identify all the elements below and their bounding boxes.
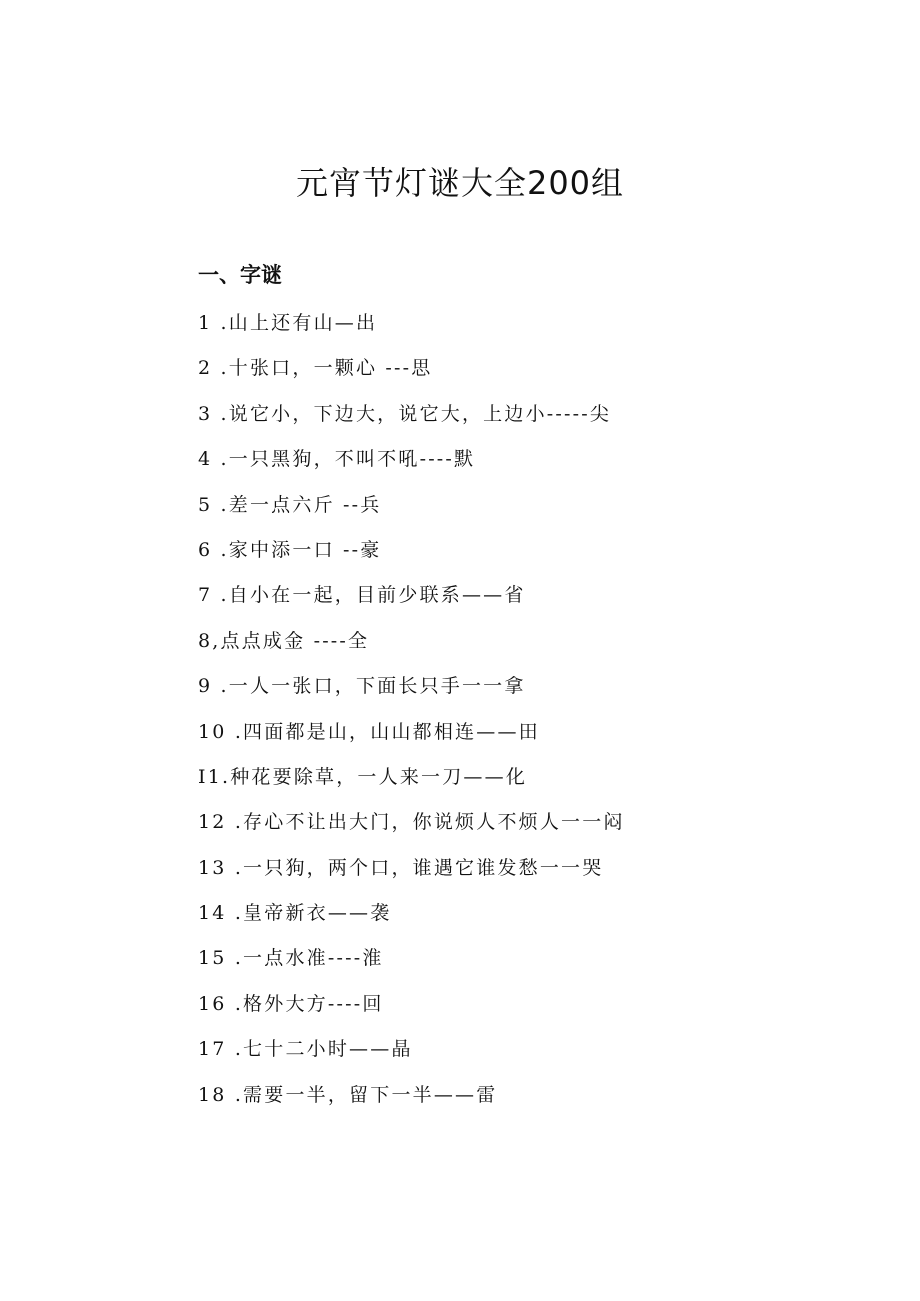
document-title: 元宵节灯谜大全200组 (295, 164, 625, 202)
riddle-list (198, 305, 878, 1122)
riddle-item: 9 .一人一张口，下面长只手一一拿 (198, 675, 526, 698)
riddle-item: 12 .存心不让出大门，你说烦人不烦人一一闷 (198, 811, 625, 834)
riddle-item: 16 .格外大方----回 (198, 992, 384, 1015)
riddle-item: 18 .需要一半，留下一半——雷 (198, 1083, 498, 1106)
riddle-item: 15 .一点水准----淮 (198, 947, 384, 970)
riddle-item: 5 .差一点六斤 --兵 (198, 493, 382, 516)
riddle-item: 3 .说它小，下边大，说它大，上边小-----尖 (198, 402, 612, 425)
riddle-item: 1 .山上还有山—出 (198, 312, 378, 334)
riddle-item: I1.种花要除草，一人来一刀——化 (198, 765, 528, 788)
riddle-item: 7 .自小在一起，目前少联系——省 (198, 584, 526, 607)
riddle-item: 17 .七十二小时——晶 (198, 1038, 413, 1061)
riddle-item: 6 .家中添一口 --豪 (198, 538, 382, 561)
riddle-item: 8,点点成金 ----全 (198, 629, 370, 652)
riddle-item: 14 .皇帝新衣——袭 (198, 902, 392, 925)
riddle-item: 2 .十张口，一颗心 ---思 (198, 357, 433, 380)
section-heading: 一、字谜 (198, 263, 282, 287)
riddle-item: 13 .一只狗，两个口，谁遇它谁发愁一一哭 (198, 856, 604, 879)
riddle-item: 10 .四面都是山，山山都相连——田 (198, 720, 540, 743)
riddle-item: 4 .一只黑狗，不叫不吼----默 (198, 448, 476, 471)
